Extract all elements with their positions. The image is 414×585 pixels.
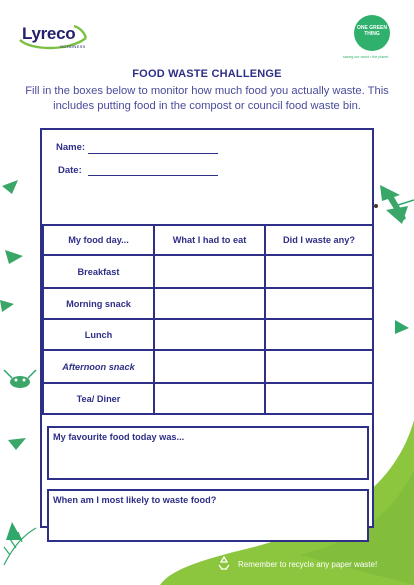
badge-tagline: saving our world • the planet — [343, 55, 389, 59]
column-header: What I had to eat — [153, 224, 266, 256]
lyreco-logo — [18, 20, 90, 54]
table-cell-input[interactable] — [153, 318, 266, 351]
column-header: My food day... — [42, 224, 155, 256]
recycle-icon — [217, 556, 231, 570]
table-cell-input[interactable] — [153, 254, 266, 289]
name-input-line[interactable] — [88, 153, 218, 154]
waste-time-prompt: When am I most likely to waste food? — [53, 495, 217, 505]
row-label: Tea/ Diner — [42, 382, 155, 415]
worksheet-intro: Fill in the boxes below to monitor how much food you actually waste. This includes putting food in the compost or council food waste bin. — [25, 85, 389, 112]
table-cell-input[interactable] — [264, 349, 374, 384]
logo-subtitle: GOODNESS — [60, 44, 86, 49]
logo-wordmark: Lyreco — [22, 24, 76, 43]
name-label: Name: — [56, 142, 86, 153]
row-label: Morning snack — [42, 287, 155, 320]
favourite-food-prompt: My favourite food today was... — [53, 432, 185, 442]
table-cell-input[interactable] — [264, 254, 374, 289]
one-green-thing-badge — [354, 15, 390, 51]
date-input-line[interactable] — [88, 175, 218, 176]
row-label: Afternoon snack — [42, 349, 155, 384]
recycle-note: Remember to recycle any paper waste! — [238, 560, 378, 569]
date-label: Date: — [58, 165, 82, 176]
table-cell-input[interactable] — [264, 382, 374, 415]
leaf-icon — [2, 180, 18, 194]
table-cell-input[interactable] — [264, 318, 374, 351]
column-header: Did I waste any? — [264, 224, 374, 256]
mantis-icon — [386, 190, 414, 222]
table-cell-input[interactable] — [264, 287, 374, 320]
table-cell-input[interactable] — [153, 382, 266, 415]
row-label: Breakfast — [42, 254, 155, 289]
worksheet-title: FOOD WASTE CHALLENGE — [132, 68, 282, 80]
table-cell-input[interactable] — [153, 287, 266, 320]
row-label: Lunch — [42, 318, 155, 351]
badge-text: ONE GREEN THING — [356, 25, 387, 37]
waste-time-box[interactable] — [47, 489, 369, 542]
bug-icon — [4, 370, 36, 388]
favourite-food-box[interactable] — [47, 426, 369, 480]
table-cell-input[interactable] — [153, 349, 266, 384]
